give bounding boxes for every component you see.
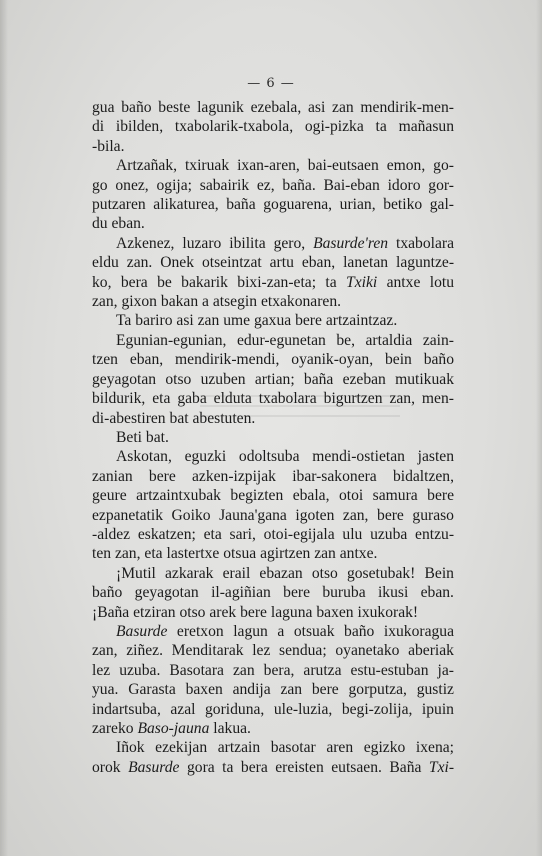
text-line: gua baño beste lagunik ezebala, asi zan mendirik-men- [92, 99, 454, 116]
text-line: -aldez eskatzen; eta sari, otoi-egijala ulu uzuba entzu- [92, 525, 455, 543]
body-text [92, 98, 454, 777]
text-line: di ibilden, txabolarik-txabola, ogi-pizka ta mañasun [92, 118, 454, 136]
text-line: tzen eban, mendirik-mendi, oyanik-oyan, bein baño [92, 351, 455, 369]
text-line: eldu zan. Onek otseintzat artu eban, lanetan laguntze- [92, 254, 455, 272]
text-line: ko, bera be bakarik bixi-zan-eta; ta Txiki antxe lotu [92, 273, 454, 291]
text-line: ¡Mutil azkarak erail ebazan otso gosetubak! Bein [116, 564, 454, 582]
text-line: geyagotan otso uzuben artian; baña ezeban mutikuak [92, 370, 454, 388]
text-line: zanian bere azken-izpijak ibar-sakonera bidaltzen, [92, 467, 455, 485]
text-line: Iñok ezekijan artzain basotar aren egizko ixena; [116, 739, 454, 757]
text-line: Beti bat. [116, 428, 169, 446]
text-line: zan, ziñez. Menditarak lez sendua; oyanetako aberiak [92, 642, 454, 660]
text-line: bildurik, eta gaba elduta txabolara bigurtzen zan, men- [92, 390, 454, 408]
text-line: indartsuba, azal goriduna, ule-luzia, begi-zolija, ipuin [92, 700, 454, 718]
text-line: Basurde eretxon lagun a otsuak baño ixukoragua [116, 622, 455, 640]
text-line: orok Basurde gora ta bera ereisten eutsaen. Baña Txi- [92, 758, 455, 776]
text-line: ten zan, eta lastertxe otsua agirtzen zan antxe. [92, 545, 378, 563]
text-line: Azkenez, luzaro ibilita gero, Basurde'ren txabolara [116, 234, 454, 252]
text-line: baño geyagotan il-agiñian bere buruba ikusi eban. [92, 584, 454, 602]
text-line: -bila. [92, 137, 125, 155]
text-line: Egunian-egunian, edur-egunetan be, artaldia zain- [116, 331, 454, 349]
text-line: Askotan, eguzki odoltsuba mendi-ostietan jasten [116, 448, 455, 466]
text-line: putzaren alikaturea, baña goguarena, urian, betiko gal- [92, 196, 454, 214]
text-line: lez uzuba. Basotara zan bera, arutza estu-estuban ja- [92, 661, 454, 679]
text-line: di-abestiren bat abestuten. [92, 409, 256, 427]
text-line: yua. Garasta baxen andija zan bere gorputza, gustiz [92, 681, 454, 699]
text-line: Ta bariro asi zan ume gaxua bere artzaintzaz. [116, 312, 398, 330]
text-line: ezpanetatik Goiko Jauna'gana igoten zan, bere guraso [92, 506, 454, 524]
page-edge-shadow-right [536, 0, 542, 856]
page-number: — 6 — [247, 76, 295, 91]
text-line: zan, gixon bakan a atsegin etxakonaren. [92, 293, 342, 311]
text-line: zareko Baso-jauna lakua. [92, 720, 251, 737]
text-line: Artzañak, txiruak ixan-aren, bai-eutsaen emon, go- [116, 157, 454, 175]
text-line: ¡Baña etziran otso arek bere laguna baxen ixukorak! [92, 603, 419, 621]
page-edge-shadow-left [0, 0, 8, 856]
text-line: du eban. [92, 215, 145, 233]
text-line: go onez, ogija; sabairik ez, baña. Bai-eban idoro gor- [92, 176, 454, 194]
text-line: geure artzaintxubak begizten ebala, otoi samura bere [92, 487, 454, 505]
